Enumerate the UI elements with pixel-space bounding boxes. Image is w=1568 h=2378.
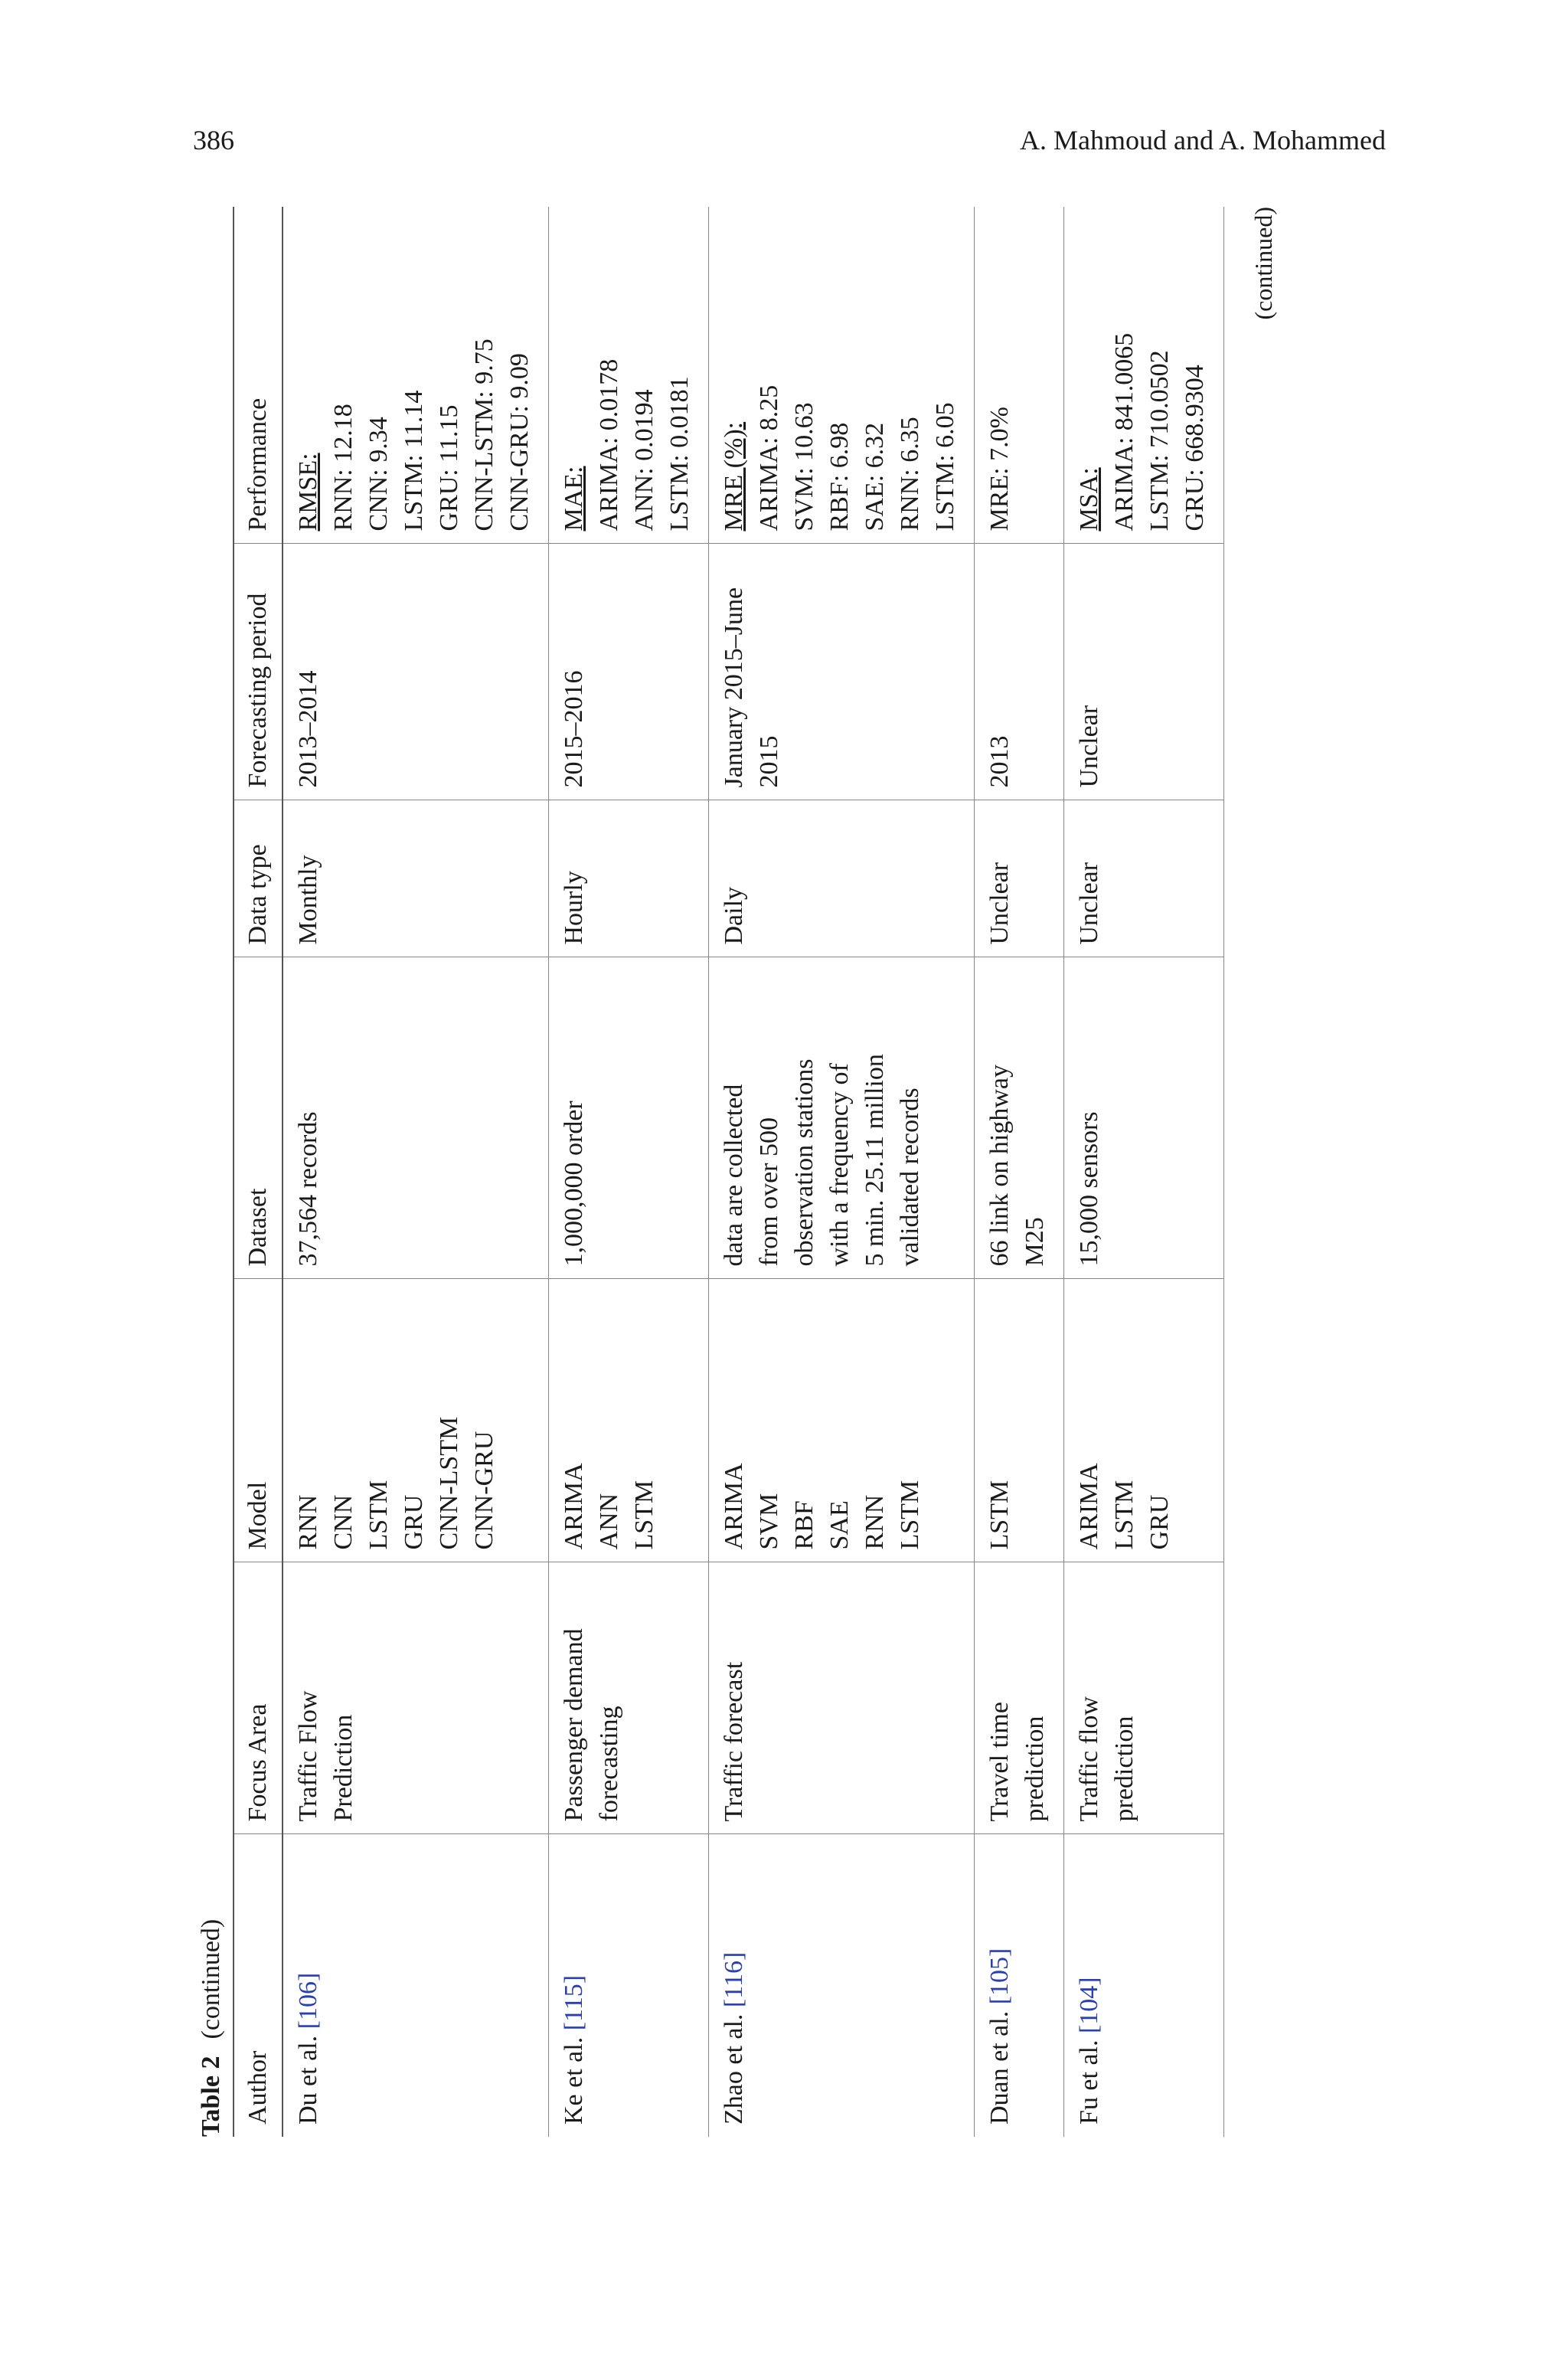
data-type-cell: Hourly bbox=[549, 800, 709, 957]
metric-value: RNN: 12.18 bbox=[329, 404, 358, 532]
cell-line: validated records bbox=[896, 1088, 924, 1267]
cell-line: CNN-GRU bbox=[470, 1431, 498, 1550]
table-row bbox=[1064, 207, 1224, 2137]
data-type-cell: Daily bbox=[709, 800, 975, 957]
metric-value: GRU: 668.9304 bbox=[1181, 365, 1209, 532]
cell-line: 15,000 sensors bbox=[1075, 1111, 1103, 1267]
metric-value: LSTM: 6.05 bbox=[931, 402, 959, 532]
cell-line: Unclear bbox=[1075, 705, 1103, 788]
cell-line: 66 link on highway bbox=[985, 1065, 1014, 1267]
cell-line: RBF bbox=[790, 1500, 818, 1550]
cell-line: with a frequency of bbox=[825, 1063, 854, 1267]
continued-note: (continued) bbox=[1250, 207, 1277, 320]
cell-line: 5 min. 25.11 million bbox=[861, 1054, 889, 1267]
author-name: Duan et al. bbox=[985, 2004, 1014, 2124]
running-head: A. Mahmoud and A. Mohammed bbox=[1020, 125, 1386, 155]
cell-line: Traffic forecast bbox=[720, 1661, 748, 1822]
column-header: Focus Area bbox=[234, 1562, 283, 1834]
model-cell bbox=[975, 1279, 1064, 1562]
data-type-cell: Unclear bbox=[1064, 800, 1224, 957]
cell-line: ARIMA bbox=[560, 1463, 588, 1550]
column-header: Author bbox=[234, 1834, 283, 2137]
column-header: Model bbox=[234, 1279, 283, 1562]
cell-line: data are collected bbox=[720, 1084, 748, 1267]
metric-value: LSTM: 0.0181 bbox=[665, 376, 694, 532]
cell-line: January 2015–June bbox=[720, 587, 748, 788]
cell-line: prediction bbox=[1021, 1716, 1049, 1822]
author-name: Zhao et al. bbox=[720, 2007, 748, 2124]
dataset-cell bbox=[975, 957, 1064, 1279]
cell-line: Prediction bbox=[329, 1714, 358, 1822]
metric-value: ARIMA: 0.0178 bbox=[595, 358, 623, 532]
table-header-row bbox=[234, 207, 283, 2137]
focus-cell bbox=[283, 1562, 549, 1834]
author-cell bbox=[283, 1834, 549, 2137]
data-type-cell: Monthly bbox=[283, 800, 549, 957]
metric-value: RNN: 6.35 bbox=[896, 417, 924, 532]
focus-cell bbox=[549, 1562, 709, 1834]
citation-link[interactable]: [105] bbox=[985, 1948, 1014, 2005]
author-cell bbox=[709, 1834, 975, 2137]
period-cell bbox=[709, 544, 975, 800]
citation-link[interactable]: [115] bbox=[560, 1974, 588, 2031]
performance-cell bbox=[1064, 207, 1224, 544]
cell-line: forecasting bbox=[595, 1706, 623, 1822]
table-caption-label: Table 2 bbox=[197, 2056, 225, 2137]
metric-value: ARIMA: 8.25 bbox=[755, 384, 783, 532]
cell-line: 2013 bbox=[985, 735, 1014, 788]
citation-link[interactable]: [104] bbox=[1075, 1977, 1103, 2034]
cell-line: CNN bbox=[329, 1494, 358, 1550]
table-row bbox=[283, 207, 549, 2137]
metric-value: SAE: 6.32 bbox=[861, 422, 889, 532]
dataset-cell bbox=[709, 957, 975, 1279]
cell-line: M25 bbox=[1021, 1217, 1049, 1267]
performance-cell bbox=[975, 207, 1064, 544]
cell-line: 2015 bbox=[755, 735, 783, 788]
author-cell bbox=[1064, 1834, 1224, 2137]
cell-line: LSTM bbox=[1110, 1480, 1138, 1550]
author-cell bbox=[975, 1834, 1064, 2137]
metric-value: LSTM: 11.14 bbox=[400, 390, 428, 532]
table-row bbox=[709, 207, 975, 2137]
cell-line: LSTM bbox=[630, 1480, 658, 1550]
metric-value: MRE: 7.0% bbox=[985, 407, 1014, 532]
dataset-cell bbox=[1064, 957, 1224, 1279]
period-cell bbox=[283, 544, 549, 800]
metric-value: SVM: 10.63 bbox=[790, 402, 818, 532]
author-name: Du et al. bbox=[294, 2029, 322, 2124]
metric-value: CNN-GRU: 9.09 bbox=[505, 353, 534, 532]
dataset-cell bbox=[283, 957, 549, 1279]
citation-link[interactable]: [106] bbox=[294, 1972, 322, 2030]
cell-line: Travel time bbox=[985, 1702, 1014, 1822]
metric-value: RBF: 6.98 bbox=[825, 422, 854, 532]
page-number: 386 bbox=[193, 125, 234, 155]
cell-line: from over 500 bbox=[755, 1117, 783, 1267]
metric-value: CNN: 9.34 bbox=[364, 417, 393, 532]
metric-value: ARIMA: 841.0065 bbox=[1110, 332, 1138, 532]
model-cell bbox=[1064, 1279, 1224, 1562]
metric-value: GRU: 11.15 bbox=[435, 404, 463, 532]
cell-line: 37,564 records bbox=[294, 1111, 322, 1267]
cell-line: observation stations bbox=[790, 1058, 818, 1267]
metric-label: MRE (%): bbox=[720, 421, 748, 532]
data-type-cell: Unclear bbox=[975, 800, 1064, 957]
cell-line: GRU bbox=[1145, 1494, 1174, 1550]
results-table bbox=[233, 207, 1224, 2137]
period-cell bbox=[975, 544, 1064, 800]
metric-value: CNN-LSTM: 9.75 bbox=[470, 339, 498, 532]
performance-cell bbox=[283, 207, 549, 544]
cell-line: RNN bbox=[861, 1494, 889, 1550]
table-caption bbox=[193, 1919, 230, 2137]
model-cell bbox=[709, 1279, 975, 1562]
focus-cell bbox=[1064, 1562, 1224, 1834]
cell-line: 1,000,000 order bbox=[560, 1101, 588, 1267]
period-cell bbox=[1064, 544, 1224, 800]
author-cell bbox=[549, 1834, 709, 2137]
period-cell bbox=[549, 544, 709, 800]
table-row bbox=[975, 207, 1064, 2137]
focus-cell bbox=[709, 1562, 975, 1834]
model-cell bbox=[549, 1279, 709, 1562]
metric-value: ANN: 0.0194 bbox=[630, 389, 658, 532]
table-row bbox=[549, 207, 709, 2137]
metric-label: MAE: bbox=[560, 466, 588, 532]
cell-line: 2015–2016 bbox=[560, 670, 588, 788]
performance-cell bbox=[709, 207, 975, 544]
column-header: Data type bbox=[234, 800, 283, 957]
cell-line: 2013–2014 bbox=[294, 670, 322, 788]
metric-label: RMSE: bbox=[294, 453, 322, 532]
cell-line: LSTM bbox=[364, 1480, 393, 1550]
performance-cell bbox=[549, 207, 709, 544]
citation-link[interactable]: [116] bbox=[720, 1951, 748, 2008]
author-name: Fu et al. bbox=[1075, 2033, 1103, 2124]
cell-line: ARIMA bbox=[720, 1463, 748, 1550]
focus-cell bbox=[975, 1562, 1064, 1834]
cell-line: GRU bbox=[400, 1494, 428, 1550]
table-caption-text: (continued) bbox=[197, 1918, 225, 2039]
dataset-cell bbox=[549, 957, 709, 1279]
cell-line: RNN bbox=[294, 1494, 322, 1550]
cell-line: SAE bbox=[825, 1500, 854, 1550]
cell-line: LSTM bbox=[985, 1480, 1014, 1550]
author-name: Ke et al. bbox=[560, 2030, 588, 2124]
cell-line: Traffic Flow bbox=[294, 1690, 322, 1822]
cell-line: LSTM bbox=[896, 1480, 924, 1550]
column-header: Forecasting period bbox=[234, 544, 283, 800]
cell-line: prediction bbox=[1110, 1716, 1138, 1822]
rotated-table-region bbox=[193, 207, 1277, 2137]
cell-line: CNN-LSTM bbox=[435, 1416, 463, 1550]
cell-line: ARIMA bbox=[1075, 1463, 1103, 1550]
cell-line: SVM bbox=[755, 1493, 783, 1550]
cell-line: Passenger demand bbox=[560, 1628, 588, 1822]
model-cell bbox=[283, 1279, 549, 1562]
metric-value: LSTM: 710.0502 bbox=[1145, 350, 1174, 532]
cell-line: Traffic flow bbox=[1075, 1696, 1103, 1822]
column-header: Dataset bbox=[234, 957, 283, 1279]
cell-line: ANN bbox=[595, 1493, 623, 1550]
column-header: Performance bbox=[234, 207, 283, 544]
metric-label: MSA: bbox=[1075, 467, 1103, 532]
